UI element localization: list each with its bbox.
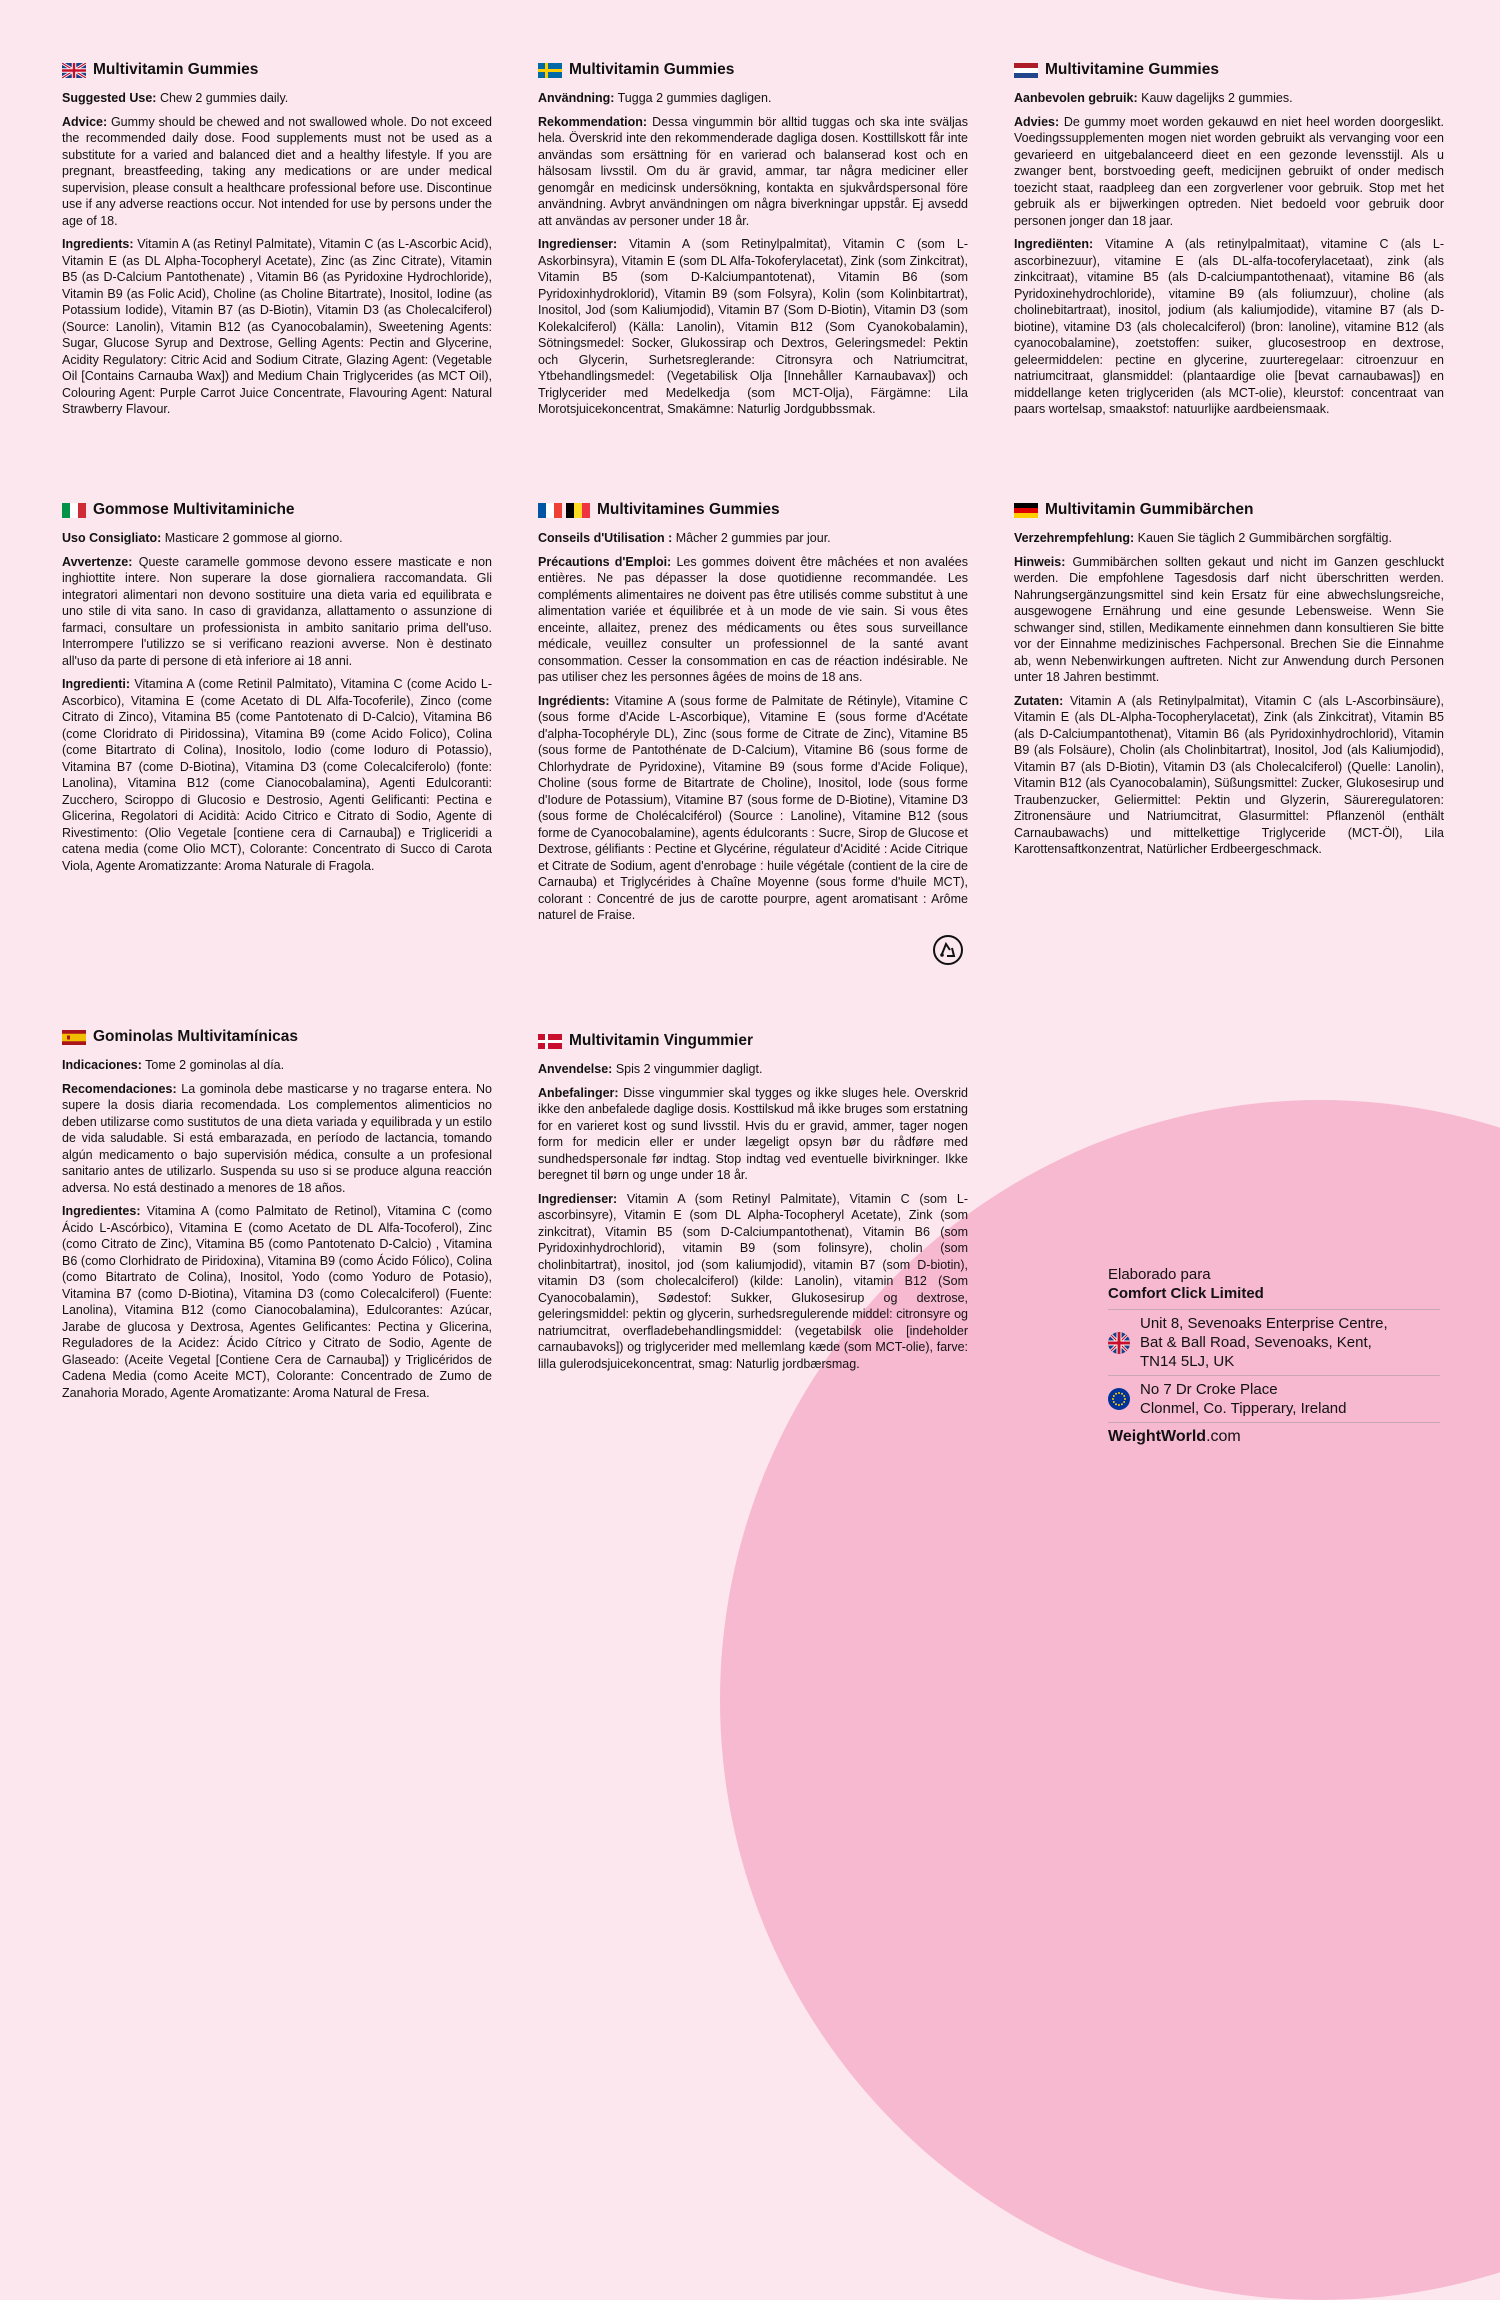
ingredients: Ingredients: Vitamin A (as Retinyl Palmitate), Vitamin C (as L-Ascorbic Acid), Vitamin E (as DL Alpha-Tocopheryl Acetate), Zinc (as Zinc Citrate), Vitamin B5 (as D-Calcium Pantothenate) , Vitamin B6 (as Pyridoxine Hydrochloride), Vitamin B9 (as Folic Acid), Choline (as Choline Bitartrate), Inositol, Iodine (as Potassium Iodide), Vitamin B7 (as D-Biotin), Vitamin D3 (as Cholecalciferol) (Source: Lanolin), Vitamin B12 (as Cyanocobalamin), Sweetening Agents: Sugar, Glucose Syrup and Dextrose, Gelling Agents: Pectin and Glycerine, Acidity Regulatory: Citric Acid and Sodium Citrate, Glazing Agent: (Vegetable Oil [Contains Carnauba Wax]) and Medium Chain Triglycerides (as MCT Oil), Colouring Agent: Purple Carrot Juice Concentrate, Flavouring Agent: Natural Strawberry Flavour. (62, 237, 492, 416)
website-brand: WeightWorld (1108, 1428, 1207, 1445)
company-name: Comfort Click Limited (1108, 1285, 1264, 1302)
section-swedish (538, 60, 968, 425)
sweden-flag-icon (538, 63, 562, 78)
advice: Hinweis: Gummibärchen sollten gekaut und nicht im Ganzen geschluckt werden. Die empfohlene Tagesdosis darf nicht überschritten werden. Nahrungsergänzungsmittel sind kein Ersatz für eine abwechslungsreiche, ausgewogene Ernährung und eine gesunde Lebensweise. Wenn Sie schwanger sind, stillen, Medikamente einnehmen dann konsultieren Sie bitte vor der Einnahme medizinisches Fachpersonal. Brechen Sie die Einnahme ab, wenn Nebenwirkungen auftreten. Nicht zur Anwendung durch Personen unter 18 Jahren bestimmt. (1014, 554, 1444, 684)
advice: Précautions d'Emploi: Les gommes doivent être mâchées et non avalées entières. Ne pas dépasser la dose quotidienne recommandée. Les compléments alimentaires ne doivent pas être utilisés comme substitut à une alimentation variée et équilibrée et à un mode de vie sain. Si vous êtes enceinte, allaitez, prenez des médicaments ou êtes sous surveillance médicale, veuillez consulter un professionnel de la santé avant consommation. Cesser la consommation en cas de réaction indésirable. Ne pas utiliser chez les personnes âgées de moins de 18 ans. (538, 554, 969, 684)
uk-flag-icon (1108, 1332, 1130, 1354)
ingredients: Zutaten: Vitamin A (als Retinylpalmitat), Vitamin C (als L-Ascorbinsäure), Vitamin E (als DL-Alpha-Tocopherylacetat), Zink (als Zinkcitrat), Vitamin B5 (als D-Calciumpantothenat), Vitamin B6 (als Pyridoxinhydrochlorid), Vitamin B9 (als Folsäure), Cholin (als Cholinbitartrat), Inositol, Jod (als Kaliumjodid), Vitamin B7 (als D-Biotin), Vitamin D3 (als Cholecalciferol) (Quelle: Lanolin), Vitamin B12 (als Cyanocobalamin), Süßungsmittel: Zucker, Glukosesirup und Traubenzucker, Geliermittel: Pektin und Glyzerin, Säureregulatoren: Zitronensäure und Natriumcitrat, Glasurmittel: Pflanzenöl (enthält Carnaubawachs) und mittelkettige Triglyceride (MCT-Öl), Lila Karottensaftkonzentrat, Natürlicher Erdbeergeschmack. (1014, 693, 1444, 856)
advice: Rekommendation: Dessa vingummin bör alltid tuggas och ska inte sväljas hela. Överskrid inte den rekommenderade dagliga dosen. Kosttillskott får inte användas som ersättning för en varierad och balanserad kost och en hälsosam livsstil. Om du är gravid, ammar, tar några mediciner eller genomgår en medicinsk undersökning, kontakta en sjukvårdspersonal före användning. Avbryt användningen om några biverkningar uppstår. Ej avsedd att användas av personer under 18 år. (538, 114, 968, 228)
suggested-use: Verzehrempfehlung: Kauen Sie täglich 2 Gummibärchen sorgfältig. (1014, 531, 1392, 545)
ingredients: Ingredienser: Vitamin A (som Retinylpalmitat), Vitamin C (som L-Askorbinsyra), Vitamin E (som DL Alfa-Tokoferylacetat), Zink (som Zinkcitrat), Vitamin B5 (som D-Kalciumpantotenat), Vitamin B6 (som Pyridoxinhydroklorid), Vitamin B9 (som Folsyra), Kolin (som Kolinbitartrat), Inositol, Jod (som Kaliumjodid), Vitamin B7 (Som D-Biotin), Vitamin D3 (som Kolekalciferol) (Källa: Lanolin), Vitamin B12 (Som Cyanokobalamin), Sötningsmedel: Socker, Glukossirap och Dextros, Geleringsmedel: Pektin och Glycerin, Surhetsreglerande: Citronsyra och Natriumcitrat, Ytbehandlingsmedel: (Vegetabilisk Olja [Innehåller Karnaubavax]) och Triglycerider med Medelkedja (som MCT-Olja), Färgämne: Lila Morotsjuicekoncentrat, Smakämne: Naturlig Jordgubbssmak. (538, 237, 968, 416)
italy-flag-icon (62, 503, 86, 518)
address-line: Bat & Ball Road, Sevenoaks, Kent, (1140, 1334, 1372, 1351)
suggested-use: Användning: Tugga 2 gummies dagligen. (538, 91, 772, 105)
section-german (1014, 500, 1444, 865)
spain-flag-icon (62, 1030, 86, 1045)
eu-address (1108, 1375, 1440, 1422)
section-title: Gominolas Multivitamínicas (93, 1027, 298, 1045)
website-suffix: .com (1206, 1428, 1241, 1445)
netherlands-flag-icon (1014, 63, 1038, 78)
uk-address (1108, 1309, 1440, 1375)
section-danish (538, 1031, 968, 1379)
suggested-use: Indicaciones: Tome 2 gominolas al día. (62, 1058, 285, 1072)
advice: Anbefalinger: Disse vingummier skal tygges og ikke sluges hele. Overskrid ikke den anbefalede daglige dosis. Kosttilskud må ikke bruges som erstatning for en varieret kost og sund livsstil. Hvis du er gravid, ammer, tager nogen form for medicin eller er under lægeligt opsyn bør du rådføre med sundhedspersonale før indtag. Stop indtag ved eventuelle bivirkninger. Ikke beregnet til børn og unge under 18 år. (538, 1085, 968, 1182)
ingredients: Ingrédients: Vitamine A (sous forme de Palmitate de Rétinyle), Vitamine C (sous forme d'Acide L-Ascorbique), Vitamine E (sous forme d'Acétate d'alpha-Tocophéryle DL), Zinc (sous forme de Citrate de Zinc), Vitamine B5 (sous forme de Pantothénate de D-Calcium), Vitamine B6 (sous forme de Chlorhydrate de Pyridoxine), Vitamine B9 (sous forme d'Acide Folique), Choline (sous forme de Bitartrate de Choline), Inositol, Iode (sous forme d'Iodure de Potassium), Vitamine B7 (sous forme de D-Biotine), Vitamine D3 (sous forme de Cholécalciférol) (Source : Lanoline), Vitamine B12 (sous forme de Cyanocobalamine), agents édulcorants : Sucre, Sirop de Glucose et Dextrose, gélifiants : Pectine et Glycérine, régulateur d'Acidité : Acide Citrique et Citrate de Sodium, agent d'enrobage : huile végétale (contient de la cire de Carnauba) et Triglycérides à Chaîne Moyenne (sous forme d'huile MCT), colorant : Concentré de jus de carotte pourpre, agent aromatisant : Arôme naturel de Fraise. (538, 693, 968, 922)
suggested-use: Anvendelse: Spis 2 vingummier dagligt. (538, 1062, 763, 1076)
address-line: Unit 8, Sevenoaks Enterprise Centre, (1140, 1315, 1388, 1332)
recycling-symbol-icon (932, 934, 964, 966)
uk-flag-icon (62, 63, 86, 78)
manufacturer-info (1108, 1265, 1440, 1446)
advice: Avvertenze: Queste caramelle gommose devono essere masticate e non inghiottite intere. Non superare la dose giornaliera raccomandata. Gli integratori alimentari non devono sostituire una dieta varia ed equilibrata e uno stile di vita sano. In caso di gravidanza, allattamento o assunzione di farmaci, consultare un professionista in ambito sanitario prima dell'uso. Interrompere l'utilizzo se si verificano reazioni avverse. Non è destinato all'uso da parte di persone di età inferiore ai 18 anni. (62, 554, 492, 668)
germany-flag-icon (1014, 503, 1038, 518)
ingredients: Ingredientes: Vitamina A (como Palmitato de Retinol), Vitamina C (como Ácido L-Ascórbico), Vitamina E (como Acetato de DL Alfa-Tocoferol), Zinc (como Citrato de Zinc), Vitamina B5 (como Pantotenato D-Calcio) , Vitamina B6 (como Clorhidrato de Piridoxina), Vitamina B9 (como Ácido Fólico), Colina (como Bitartrato de Colina), Inositol, Yodo (como Yoduro de Potasio), Vitamina B7 (como D-Biotina), Vitamina D3 (como Colecalciferol) (Fuente: Lanolina), Vitamina B12 (como Cianocobalamina), Edulcorantes: Azúcar, Jarabe de glucosa y Dextrosa, Agentes Gelificantes: Pectina y Glicerina, Reguladores de la Acidez: Ácido Cítrico y Citrato de Sodio, Agente de Glaseado: (Aceite Vegetal [Contiene Cera de Carnauba]) y Triglicéridos de Cadena Media (como Aceite MCT), Colorante: Concentrado de Zumo de Zanahoria Morado, Agente Aromatizante: Aroma Natural de Fresa. (62, 1204, 492, 1400)
section-title: Multivitamines Gummies (597, 500, 780, 518)
suggested-use: Aanbevolen gebruik: Kauw dagelijks 2 gummies. (1014, 91, 1293, 105)
section-dutch (1014, 60, 1444, 425)
suggested-use: Suggested Use: Chew 2 gummies daily. (62, 91, 289, 105)
belgium-flag-icon (566, 503, 590, 518)
ingredients: Ingredienser: Vitamin A (som Retinyl Palmitate), Vitamin C (som L-ascorbinsyre), Vitamin E (som DL Alpha-Tocopheryl Acetate), Zink (som zinkcitrat), Vitamin B5 (som D-Calciumpantothenat), Vitamin B6 (som Pyridoxinhydrochlorid), vitamin B9 (som folinsyre), cholin (som cholinbitartrat), inositol, jod (som kaliumjodid), vitamin B7 (som D-biotin), vitamin D3 (som cholecalciferol) (kilde: Lanolin), vitamin B12 (Som Cyanocobalamin), Sødestof: Sukker, Glukosesirup og dextrose, geleringsmiddel: pektin og glycerin, surhedsregulerende middel: citronsyre og natriumcitrat, overfladebehandlingsmiddel: (vegetabilsk olie [indeholder carnaubavoks]) og triglycerider med mellemlang kæde (som MCT-olie), farve: lilla gulerodsjuicekoncentrat, smag: Naturlig jordbærsmag. (538, 1191, 968, 1371)
suggested-use: Conseils d'Utilisation : Mâcher 2 gummies par jour. (538, 531, 831, 545)
section-title: Multivitamin Gummies (569, 60, 735, 78)
advice: Recomendaciones: La gominola debe masticarse y no tragarse entera. No supere la dosis diaria recomendada. Los complementos alimenticios no deben utilizarse como sustitutos de una dieta variada y equilibrada y un estilo de vida saludable. Si está embarazada, en período de lactancia, tomando algún medicamento o bajo supervisión médica, consulte a un profesional sanitario antes de utilizarlo. Suspenda su uso si se produce alguna reacción adversa. No está destinado a menores de 18 años. (62, 1081, 492, 1195)
address-line: Clonmel, Co. Tipperary, Ireland (1140, 1400, 1347, 1417)
advice: Advies: De gummy moet worden gekauwd en niet heel worden doorgeslikt. Voedingssupplementen mogen niet worden gebruikt als vervanging voor een gevarieerd en uitgebalanceerd dieet en een gezonde levensstijl. Als u zwanger bent, borstvoeding geeft, medicijnen gebruikt of onder medisch toezicht staat, raadpleeg dan een zorgverlener voor gebruik. Stop met het gebruik als er bijwerkingen optreden. Niet bedoeld voor gebruik door personen jonger dan 18 jaar. (1014, 114, 1444, 228)
website[interactable] (1108, 1422, 1440, 1446)
ingredients: Ingrediënten: Vitamine A (als retinylpalmitaat), vitamine C (als L-ascorbinezuur), vitamine E (als DL-alfa-tocoferylacetaat), zink (als zinkcitraat), vitamine B5 (als D-calciumpantothenaat), vitamine B6 (als Pyridoxinehydrochloride), vitamine B9 (als foliumzuur), choline (als cholinebitartraat), inositol, jodium (als kaliumjodide), vitamine B7 (als D-biotine), vitamine D3 (als cholecalciferol) (bron: lanoline), vitamine B12 (als cyanocobalamine), zoetstoffen: suiker, glucosestroop en dextrose, geleermiddelen: pectine en glycerine, zuurteregelaar: citroenzuur en natriumcitraat, glansmiddel: (plantaardige olie [bevat carnaubawas]) en middellange keten triglyceriden (als MCT-olie), kleurstof: concentraat van paars wortelsap, smaakstof: natuurlijke aardbeiensmaak. (1014, 237, 1444, 416)
ingredients: Ingredienti: Vitamina A (come Retinil Palmitato), Vitamina C (come Acido L-Ascorbico), Vitamina E (come Acetato di DL Alfa-Tocoferile), Zinco (come Citrato di Zinco), Vitamina B5 (come Pantotenato di D-Calcio), Vitamina B6 (come Cloridrato di Piridossina), Vitamina B9 (come Acido Folico), Colina (come Bitartrato di Colina), Inositolo, Iodio (come Ioduro di Potassio), Vitamina B7 (come D-Biotina), Vitamina D3 (come Colecalciferolo) (fonte: Lanolina), Vitamina B12 (come Cianocobalamina), Agenti Edulcoranti: Zucchero, Sciroppo di Glucosio e Destrosio, Agenti Gelificanti: Pectina e Glicerina, Regolatori di Acidità: Acido Citrico e Citrato di Sodio, Agente di Rivestimento: (Olio Vegetale [contiene cera di Carnauba]) e Trigliceridi a catena media (come Olio MCT), Colorante: Concentrato di Succo di Carota Viola, Agente Aromatizzante: Aroma Naturale di Fragola. (62, 677, 492, 873)
address-line: No 7 Dr Croke Place (1140, 1381, 1278, 1398)
section-title: Multivitamine Gummies (1045, 60, 1219, 78)
section-french (538, 500, 968, 931)
section-spanish (62, 1027, 492, 1408)
denmark-flag-icon (538, 1034, 562, 1049)
section-english (62, 60, 492, 425)
section-title: Multivitamin Vingummier (569, 1031, 754, 1049)
address-line: TN14 5LJ, UK (1140, 1353, 1235, 1370)
suggested-use: Uso Consigliato: Masticare 2 gommose al giorno. (62, 531, 343, 545)
section-title: Gommose Multivitaminiche (93, 500, 295, 518)
france-flag-icon (538, 503, 562, 518)
section-title: Multivitamin Gummies (93, 60, 259, 78)
section-italian (62, 500, 492, 881)
advice: Advice: Gummy should be chewed and not swallowed whole. Do not exceed the recommended daily dose. Food supplements must not be used as a substitute for a varied and balanced diet and a healthy lifestyle. If you are pregnant, breastfeeding, taking any medications or are under medical supervision, please consult a healthcare professional before use. Discontinue use if any adverse reactions occur. Not intended for use by persons under the age of 18. (62, 114, 492, 228)
section-title: Multivitamin Gummibärchen (1045, 500, 1254, 518)
made-for-label: Elaborado para (1108, 1266, 1211, 1283)
eu-flag-icon (1108, 1388, 1130, 1410)
